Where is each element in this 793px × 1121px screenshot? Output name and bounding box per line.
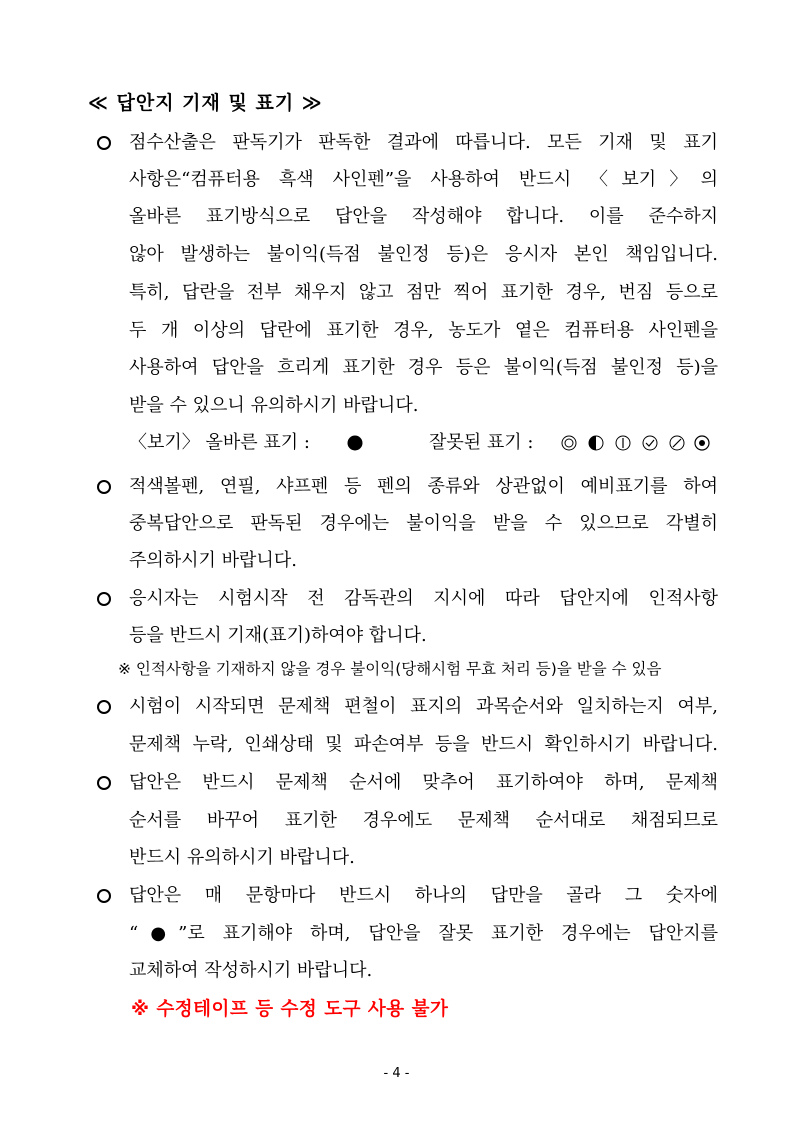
para5-line: 순서를 바꾸어 표기한 경우에도 문제책 순서대로 채점되므로 [129,810,718,831]
para1-line: 특히, 답란을 전부 채우지 않고 점만 찍어 표기한 경우, 번짐 등으로 [129,282,718,303]
para5-line: 답안은 반드시 문제책 순서에 맞추어 표기하여야 하며, 문제책 [129,772,718,793]
half-filled-circle-icon [588,435,604,451]
para1-line: 올바른 표기방식으로 답안을 작성해야 합니다. 이를 준수하지 [129,206,718,227]
para3-line: 등을 반드시 기재(표기)하여야 합니다. [129,625,427,646]
para1-line: 점수산출은 판독기가 판독한 결과에 따릅니다. 모든 기재 및 표기 [129,132,718,153]
double-circle-icon [561,435,577,451]
para4-line: 문제책 누락, 인쇄상태 및 파손여부 등을 반드시 확인하시기 바랍니다. [129,734,718,755]
slash-circle-icon [669,435,685,451]
para1-line: 받을 수 있으니 유의하시기 바랍니다. [129,395,419,416]
filled-circle-icon [347,435,363,451]
para2-line: 주의하시기 바랍니다. [129,550,297,571]
para1-line: 두 개 이상의 답란에 표기한 경우, 농도가 옅은 컴퓨터용 사인펜을 [129,320,718,341]
para5-line: 반드시 유의하시기 바랍니다. [129,847,355,868]
check-circle-icon [642,435,658,451]
page-title: ≪ 답안지 기재 및 표기 ≫ [88,92,323,114]
para6-line: 답안은 매 문항마다 반드시 하나의 답만을 골라 그 숫자에 [129,885,718,906]
para1-line: 사용하여 답안을 흐리게 표기한 경우 등은 불이익(득점 불인정 등)을 [129,357,718,378]
bullet-circle-icon [96,768,114,798]
vertical-line-circle-icon [615,435,631,451]
page-number: - 4 - [383,1066,410,1081]
para3-line: 응시자는 시험시작 전 감독관의 지시에 따라 답안지에 인적사항 [129,588,718,609]
marking-example [129,428,719,458]
bullet-circle-icon [96,692,114,722]
para2-line: 중복답안으로 판독된 경우에는 불이익을 받을 수 있으므로 각별히 [129,513,718,534]
bullet-circle-icon [96,881,114,911]
correct-marking-label: 〈보기〉 올바른 표기 : [129,432,310,453]
bullet-circle-icon [96,128,114,158]
para1-line: 사항은“컴퓨터용 흑색 사인펜”을 사용하여 반드시 〈보기〉의 [129,169,718,190]
dot-circle-icon [694,435,710,451]
personal-info-note: ※ 인적사항을 기재하지 않을 경우 불이익(당해시험 무효 처리 등)을 받을 수 있음 [118,660,662,678]
para2-line: 적색볼펜, 연필, 샤프펜 등 펜의 종류와 상관없이 예비표기를 하여 [129,476,718,497]
wrong-marking-label: 잘못된 표기 : [429,432,534,453]
bullet-circle-icon [96,584,114,614]
correction-tape-warning: ※ 수정테이프 등 수정 도구 사용 불가 [131,999,449,1020]
para1-line: 않아 발생하는 불이익(득점 불인정 등)은 응시자 본인 책임입니다. [129,244,718,265]
para6-line: 교체하여 작성하시기 바랍니다. [129,960,373,981]
para6-line: “●”로 표기해야 하며, 답안을 잘못 표기한 경우에는 답안지를 [129,923,718,944]
bullet-circle-icon [96,472,114,502]
para4-line: 시험이 시작되면 문제책 편철이 표지의 과목순서와 일치하는지 여부, [129,696,718,717]
